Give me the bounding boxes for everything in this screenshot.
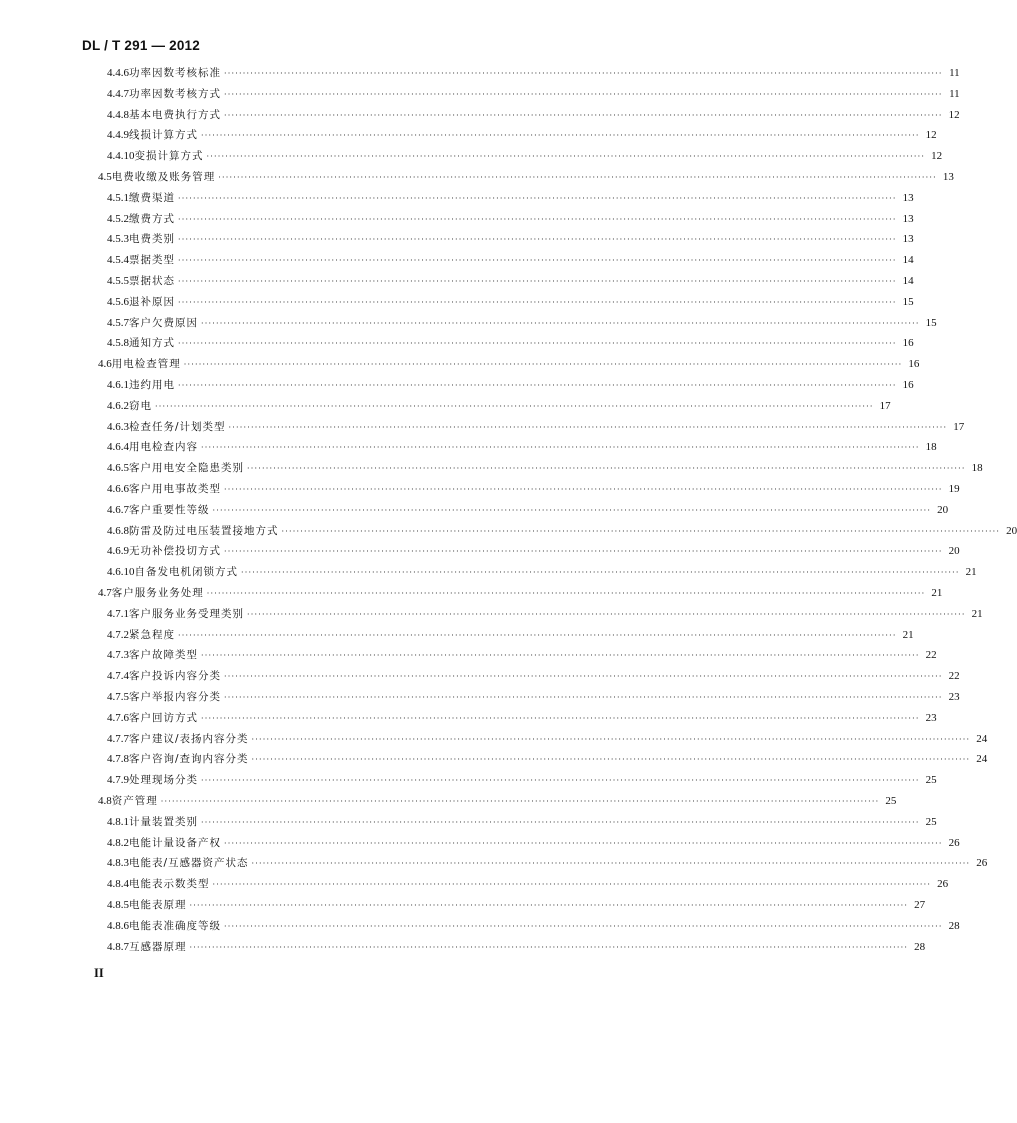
toc-dot-leader: ································································································································································································: [224, 693, 943, 702]
toc-entry-title: 检查任务/计划类型: [129, 420, 226, 433]
toc-entry-number: 4.7.6: [107, 711, 129, 724]
toc-entry-title: 电能计量设备产权: [129, 836, 221, 849]
toc-dot-leader: ································································································································································································: [228, 422, 948, 432]
toc-entry[interactable]: [107, 84, 960, 105]
toc-entry-page: 15: [925, 316, 937, 329]
toc-dot-leader: ································································································································································································: [178, 381, 897, 390]
toc-entry-title: 窃电: [129, 399, 152, 412]
toc-entry-number: 4.7.7: [107, 732, 129, 745]
toc-entry[interactable]: [107, 458, 983, 479]
toc-entry-page: 28: [948, 919, 960, 932]
toc-entry-number: 4.5.4: [107, 254, 129, 267]
toc-dot-leader: ································································································································································································: [201, 776, 920, 786]
toc-entry-number: 4.6: [98, 358, 112, 371]
toc-entry-title: 票据类型: [129, 254, 175, 267]
toc-entry-number: 4.5.2: [107, 212, 129, 225]
toc-entry-number: 4.4.10: [107, 150, 135, 163]
toc-entry[interactable]: [107, 625, 914, 646]
toc-entry-number: 4.6.2: [107, 399, 129, 412]
toc-dot-leader: ································································································································································································: [224, 921, 943, 931]
toc-entry-page: 23: [948, 691, 960, 703]
toc-entry-number: 4.8.6: [107, 919, 129, 932]
toc-entry[interactable]: [107, 229, 914, 250]
toc-entry-page: 14: [902, 275, 914, 287]
toc-entry-page: 12: [931, 150, 943, 163]
toc-entry-page: 22: [948, 670, 960, 683]
toc-entry-number: 4.5: [98, 171, 112, 183]
toc-dot-leader: ································································································································································································: [251, 859, 971, 869]
toc-entry-number: 4.6.10: [107, 566, 135, 579]
toc-entry-page: 25: [925, 774, 937, 787]
toc-entry-number: 4.4.6: [107, 67, 129, 79]
toc-entry-number: 4.7.4: [107, 670, 129, 683]
toc-entry[interactable]: [107, 895, 926, 916]
toc-entry-title: 客户用电事故类型: [129, 483, 221, 495]
toc-entry[interactable]: [107, 500, 949, 521]
toc-entry[interactable]: [107, 521, 1017, 542]
toc-dot-leader: ································································································································································································: [201, 318, 920, 328]
toc-dot-leader: ································································································································································································: [224, 89, 943, 99]
toc-entry-number: 4.6.9: [107, 545, 129, 558]
toc-entry[interactable]: [107, 105, 960, 126]
toc-dot-leader: ································································································································································································: [224, 485, 943, 494]
toc-entry-number: 4.8.2: [107, 836, 129, 849]
toc-entry-title: 退补原因: [129, 295, 175, 308]
toc-entry-page: 17: [953, 420, 965, 433]
toc-entry-page: 14: [902, 254, 914, 267]
toc-entry-title: 无功补偿投切方式: [129, 545, 221, 558]
toc-dot-leader: ································································································································································································: [251, 755, 971, 765]
toc-entry-number: 4.6.5: [107, 462, 129, 475]
toc-dot-leader: ································································································································································································: [224, 110, 943, 120]
toc-entry[interactable]: [98, 354, 920, 375]
toc-dot-leader: ································································································································································································: [189, 901, 909, 910]
toc-dot-leader: ································································································································································································: [155, 401, 874, 411]
toc-dot-leader: ································································································································································································: [189, 942, 909, 952]
toc-entry-page: 16: [902, 337, 914, 350]
document-code-header: DL / T 291 — 2012: [82, 38, 200, 53]
toc-dot-leader: ································································································································································································: [212, 880, 932, 890]
toc-entry[interactable]: [107, 333, 914, 354]
toc-entry-title: 客户回访方式: [129, 711, 198, 724]
toc-entry-number: 4.4.9: [107, 129, 129, 142]
toc-dot-leader: ································································································································································································: [201, 443, 920, 453]
toc-entry-number: 4.5.3: [107, 233, 129, 246]
toc-dot-leader: ································································································································································································: [251, 734, 971, 744]
toc-entry-number: 4.5.5: [107, 275, 129, 287]
toc-dot-leader: ································································································································································································: [160, 797, 880, 806]
toc-entry-title: 互感器原理: [129, 940, 187, 953]
toc-entry-page: 23: [925, 711, 937, 724]
toc-entry[interactable]: [107, 541, 960, 562]
toc-entry-page: 19: [948, 483, 960, 495]
toc-dot-leader: ································································································································································································: [178, 277, 897, 286]
toc-entry[interactable]: [107, 437, 937, 458]
toc-entry-title: 基本电费执行方式: [129, 108, 221, 121]
toc-entry-page: 15: [902, 295, 914, 308]
toc-entry-title: 功率因数考核标准: [129, 67, 221, 79]
toc-entry[interactable]: [107, 209, 914, 230]
toc-entry-number: 4.8.4: [107, 878, 129, 891]
toc-entry-title: 违约用电: [129, 379, 175, 391]
toc-entry[interactable]: [107, 874, 949, 895]
toc-entry-page: 26: [937, 878, 949, 891]
toc-entry-number: 4.6.3: [107, 420, 129, 433]
toc-entry-number: 4.6.6: [107, 483, 129, 495]
toc-entry[interactable]: [107, 313, 937, 334]
toc-entry-page: 21: [965, 566, 977, 579]
toc-entry-number: 4.7.9: [107, 774, 129, 787]
toc-entry-page: 21: [971, 607, 983, 620]
toc-dot-leader: ································································································································································································: [178, 256, 897, 266]
toc-entry-number: 4.8.1: [107, 815, 129, 828]
toc-entry-page: 13: [942, 171, 954, 183]
toc-entry[interactable]: [107, 396, 891, 417]
toc-entry-page: 25: [885, 795, 897, 807]
toc-dot-leader: ································································································································································································: [206, 589, 926, 598]
toc-entry-number: 4.6.1: [107, 379, 129, 391]
toc-entry-title: 电费收缴及账务管理: [111, 171, 216, 183]
toc-entry-number: 4.8.7: [107, 940, 129, 953]
toc-entry[interactable]: [107, 770, 937, 791]
toc-entry-number: 4.4.8: [107, 108, 129, 121]
toc-entry-page: 13: [902, 191, 914, 204]
toc-entry-title: 客户用电安全隐患类别: [129, 462, 244, 475]
toc-entry-title: 自备发电机闭锁方式: [134, 566, 238, 579]
toc-entry[interactable]: [107, 937, 926, 958]
toc-dot-leader: ································································································································································································: [224, 838, 943, 848]
toc-dot-leader: ································································································································································································: [201, 651, 920, 661]
toc-entry-number: 4.7.3: [107, 649, 129, 662]
toc-dot-leader: ································································································································································································: [178, 214, 897, 224]
toc-entry-page: 20: [937, 503, 949, 516]
toc-entry-number: 4.4.7: [107, 87, 129, 100]
toc-entry-number: 4.5.7: [107, 316, 129, 329]
toc-entry-title: 通知方式: [129, 337, 175, 350]
toc-entry[interactable]: [107, 292, 914, 313]
toc-entry-title: 资产管理: [111, 795, 158, 807]
toc-dot-leader: ································································································································································································: [201, 131, 920, 141]
toc-dot-leader: ································································································································································································: [241, 568, 960, 578]
toc-entry-title: 客户服务业务处理: [111, 587, 204, 599]
toc-entry-title: 计量装置类别: [129, 815, 198, 828]
toc-entry-number: 4.7.5: [107, 691, 129, 703]
toc-entry[interactable]: [107, 63, 960, 84]
toc-dot-leader: ································································································································································································: [206, 152, 926, 162]
toc-entry-title: 缴费方式: [129, 212, 175, 225]
toc-entry-title: 处理现场分类: [129, 774, 198, 787]
toc-entry-title: 客户咨询/查询内容分类: [129, 753, 249, 766]
toc-entry[interactable]: [107, 729, 988, 750]
toc-entry-page: 18: [971, 462, 983, 475]
toc-entry-number: 4.6.4: [107, 441, 129, 454]
toc-entry-number: 4.6.8: [107, 524, 129, 537]
toc-entry-page: 16: [902, 379, 914, 391]
toc-entry-title: 电费类别: [129, 233, 175, 246]
toc-entry-title: 客户举报内容分类: [129, 691, 221, 703]
toc-entry-page: 28: [914, 940, 926, 953]
toc-entry[interactable]: [107, 479, 960, 500]
toc-entry-number: 4.7: [98, 587, 112, 599]
toc-entry-page: 16: [908, 358, 920, 371]
toc-dot-leader: ································································································································································································: [201, 713, 920, 723]
toc-entry-page: 24: [976, 753, 988, 766]
toc-entry[interactable]: [107, 833, 960, 854]
toc-entry-title: 线损计算方式: [129, 129, 198, 142]
toc-entry-page: 26: [948, 836, 960, 849]
toc-entry-title: 客户重要性等级: [129, 503, 210, 516]
toc-dot-leader: ································································································································································································: [178, 339, 897, 349]
toc-entry[interactable]: [98, 791, 897, 812]
toc-entry[interactable]: [98, 583, 943, 604]
toc-dot-leader: ································································································································································································: [178, 297, 897, 307]
toc-dot-leader: ································································································································································································: [247, 609, 966, 619]
toc-dot-leader: ································································································································································································: [178, 630, 897, 640]
toc-entry[interactable]: [107, 749, 988, 770]
toc-entry[interactable]: [107, 250, 914, 271]
toc-entry-title: 客户欠费原因: [129, 316, 198, 329]
toc-entry[interactable]: [107, 271, 914, 292]
toc-entry[interactable]: [107, 562, 977, 583]
toc-entry-page: 22: [925, 649, 937, 662]
toc-entry-page: 20: [948, 545, 960, 558]
toc-entry-page: 11: [949, 67, 960, 79]
toc-entry[interactable]: [107, 125, 937, 146]
toc-entry-page: 27: [914, 899, 926, 911]
toc-dot-leader: ································································································································································································: [281, 526, 1001, 536]
toc-entry-page: 18: [925, 441, 937, 454]
toc-entry-page: 13: [902, 233, 914, 246]
toc-entry-page: 20: [1006, 524, 1017, 537]
toc-dot-leader: ································································································································································································: [183, 360, 903, 370]
toc-entry-number: 4.8.5: [107, 899, 129, 911]
toc-entry-page: 17: [879, 399, 891, 412]
toc-entry[interactable]: [98, 167, 954, 188]
toc-entry-title: 电能表原理: [129, 899, 187, 911]
toc-entry-title: 票据状态: [129, 275, 175, 287]
toc-entry-page: 21: [902, 628, 914, 641]
toc-entry-title: 防雷及防过电压装置接地方式: [129, 524, 279, 537]
toc-entry[interactable]: [107, 687, 960, 708]
toc-entry[interactable]: [107, 645, 937, 666]
toc-entry-number: 4.5.6: [107, 295, 129, 308]
toc-entry[interactable]: [107, 708, 937, 729]
toc-dot-leader: ································································································································································································: [247, 464, 966, 474]
toc-entry[interactable]: [107, 666, 960, 687]
toc-entry-number: 4.6.7: [107, 503, 129, 516]
toc-entry-title: 客户建议/表扬内容分类: [129, 732, 249, 745]
toc-entry[interactable]: [107, 812, 937, 833]
toc-entry[interactable]: [107, 604, 983, 625]
toc-entry-title: 客户投诉内容分类: [129, 670, 221, 683]
toc-entry-number: 4.7.2: [107, 628, 129, 641]
toc-dot-leader: ································································································································································································: [178, 235, 897, 245]
toc-entry-page: 25: [925, 815, 937, 828]
toc-entry-title: 电能表准确度等级: [129, 919, 221, 932]
toc-entry-page: 13: [902, 212, 914, 225]
toc-entry-title: 变损计算方式: [134, 150, 204, 163]
page-number: II: [94, 966, 104, 980]
toc-dot-leader: ································································································································································································: [224, 69, 943, 78]
toc-entry-number: 4.7.1: [107, 607, 129, 620]
toc-dot-leader: ································································································································································································: [224, 547, 943, 557]
toc-entry-page: 12: [925, 129, 937, 142]
toc-entry-page: 26: [976, 857, 988, 870]
toc-entry-number: 4.7.8: [107, 753, 129, 766]
toc-entry-title: 用电检查管理: [111, 358, 181, 371]
toc-entry-page: 12: [948, 108, 960, 121]
toc-dot-leader: ································································································································································································: [178, 193, 897, 203]
toc-entry-title: 缴费渠道: [129, 191, 175, 204]
toc-entry[interactable]: [107, 146, 943, 167]
toc-entry-title: 功率因数考核方式: [129, 87, 221, 100]
toc-dot-leader: ································································································································································································: [212, 505, 932, 515]
toc-entry[interactable]: [107, 375, 914, 396]
toc-entry[interactable]: [107, 417, 965, 438]
toc-entry-title: 紧急程度: [129, 628, 175, 641]
toc-entry-number: 4.5.1: [107, 191, 129, 204]
toc-entry-title: 电能表示数类型: [129, 878, 210, 891]
toc-entry-number: 4.5.8: [107, 337, 129, 350]
toc-entry-number: 4.8: [98, 795, 112, 807]
toc-entry[interactable]: [107, 853, 988, 874]
toc-entry-title: 电能表/互感器资产状态: [129, 857, 249, 870]
toc-entry-title: 客户服务业务受理类别: [129, 607, 244, 620]
toc-entry-page: 24: [976, 732, 988, 745]
toc-dot-leader: ································································································································································································: [224, 672, 943, 682]
toc-dot-leader: ································································································································································································: [218, 173, 937, 182]
toc-entry[interactable]: [107, 916, 960, 937]
toc-dot-leader: ································································································································································································: [201, 817, 920, 827]
toc-entry-page: 21: [931, 587, 943, 599]
toc-entry-title: 用电检查内容: [129, 441, 198, 454]
toc-entry-page: 11: [949, 87, 960, 100]
toc-entry[interactable]: [107, 188, 914, 209]
toc-entry-title: 客户故障类型: [129, 649, 198, 662]
toc-entry-number: 4.8.3: [107, 857, 129, 870]
